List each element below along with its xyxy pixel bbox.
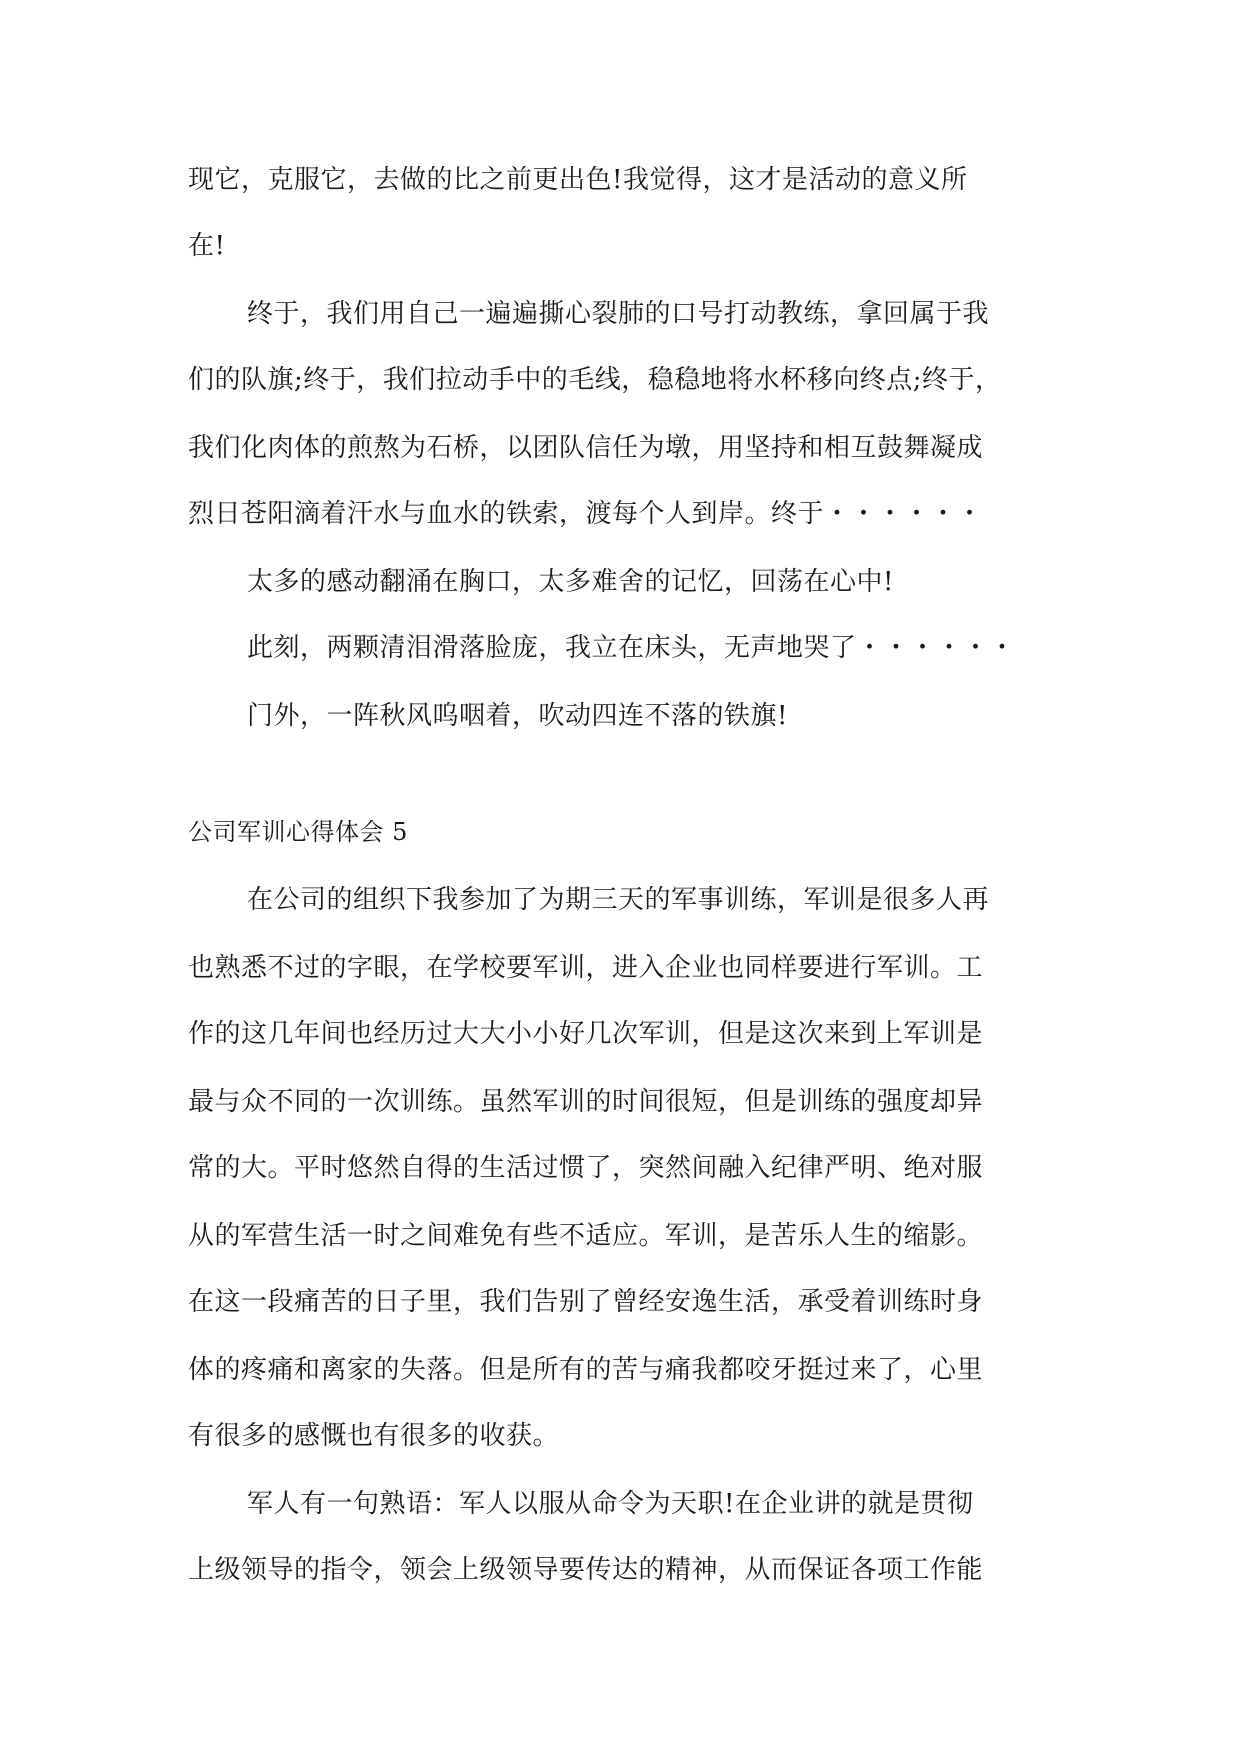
text-line: 最与众不同的一次训练。虽然军训的时间很短，但是训练的强度却异 bbox=[188, 1087, 984, 1117]
text-line: 有很多的感慨也有很多的收获。 bbox=[188, 1421, 560, 1451]
text-line: 我们化肉体的煎熬为石桥，以团队信任为墩，用坚持和相互鼓舞凝成 bbox=[188, 433, 984, 463]
text-line: 也熟悉不过的字眼，在学校要军训，进入企业也同样要进行军训。工 bbox=[188, 953, 984, 983]
text-line: 们的队旗;终于，我们拉动手中的毛线，稳稳地将水杯移向终点;终于， bbox=[188, 365, 1002, 395]
text-line: 作的这几年间也经历过大大小小好几次军训，但是这次来到上军训是 bbox=[188, 1019, 984, 1049]
text-line: 门外，一阵秋风呜咽着，吹动四连不落的铁旗! bbox=[247, 701, 788, 731]
text-line: 常的大。平时悠然自得的生活过惯了，突然间融入纪律严明、绝对服 bbox=[188, 1153, 984, 1183]
text-line: 终于，我们用自己一遍遍撕心裂肺的口号打动教练，拿回属于我 bbox=[247, 299, 990, 329]
text-line: 太多的感动翻涌在胸口，太多难舍的记忆，回荡在心中! bbox=[247, 567, 894, 597]
text-line: 在! bbox=[188, 231, 226, 261]
text-line: 烈日苍阳滴着汗水与血水的铁索，渡每个人到岸。终于・・・・・・ bbox=[188, 499, 984, 529]
text-line: 现它，克服它，去做的比之前更出色!我觉得，这才是活动的意义所 bbox=[188, 165, 968, 195]
text-line: 此刻，两颗清泪滑落脸庞，我立在床头，无声地哭了・・・・・・ bbox=[247, 633, 1016, 663]
text-line: 军人有一句熟语：军人以服从命令为天职!在企业讲的就是贯彻 bbox=[247, 1489, 974, 1519]
text-line: 从的军营生活一时之间难免有些不适应。军训，是苦乐人生的缩影。 bbox=[188, 1221, 984, 1251]
text-line: 体的疼痛和离家的失落。但是所有的苦与痛我都咬牙挺过来了，心里 bbox=[188, 1355, 984, 1385]
text-line: 在这一段痛苦的日子里，我们告别了曾经安逸生活，承受着训练时身 bbox=[188, 1287, 984, 1317]
text-line: 上级领导的指令，领会上级领导要传达的精神，从而保证各项工作能 bbox=[188, 1555, 984, 1585]
section-title: 公司军训心得体会 5 bbox=[188, 818, 408, 846]
text-line: 在公司的组织下我参加了为期三天的军事训练，军训是很多人再 bbox=[247, 885, 990, 915]
